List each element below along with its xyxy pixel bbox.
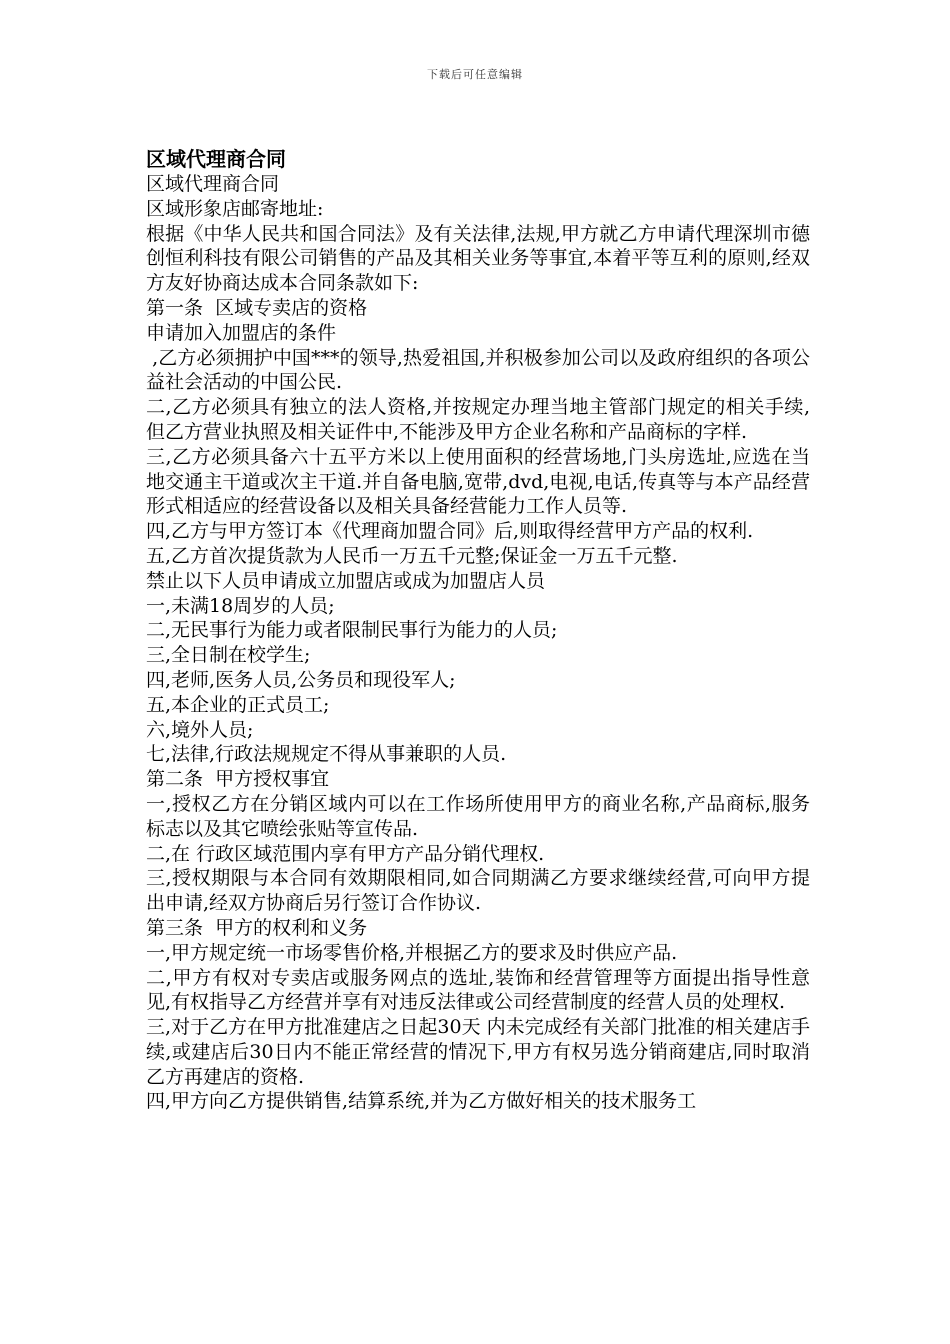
document-title: 区域代理商合同 xyxy=(146,147,286,171)
paragraph: ,乙方必须拥护中国***的领导,热爱祖国,并积极参加公司以及政府组织的各项公益社会活动的中国公民. xyxy=(146,346,810,394)
paragraph: 申请加入加盟店的条件 xyxy=(146,321,337,344)
paragraph: 三,乙方必须具备六十五平方米以上使用面积的经营场地,门头房选址,应选在当地交通主干道或次主干道.并自备电脑,宽带,dvd,电视,电话,传真等与本产品经营形式相适应的经营设备以及相关具备经营能力工作人员等. xyxy=(146,445,810,518)
paragraph: 二,在 行政区域范围内享有甲方产品分销代理权. xyxy=(146,842,545,865)
paragraph: 一,甲方规定统一市场零售价格,并根据乙方的要求及时供应产品. xyxy=(146,941,678,964)
paragraph: 二,乙方必须具有独立的法人资格,并按规定办理当地主管部门规定的相关手续,但乙方营业执照及相关证件中,不能涉及甲方企业名称和产品商标的字样. xyxy=(146,396,810,443)
list-item: 七,法律,行政法规规定不得从事兼职的人员. xyxy=(146,743,507,766)
paragraph: 四,甲方向乙方提供销售,结算系统,并为乙方做好相关的技术服务工 xyxy=(146,1090,697,1113)
page-header-note: 下载后可任意编辑 xyxy=(427,68,523,81)
paragraph: 五,乙方首次提货款为人民币一万五千元整;保证金一万五千元整. xyxy=(146,544,678,567)
paragraph: 一,授权乙方在分销区域内可以在工作场所使用甲方的商业名称,产品商标,服务标志以及其它喷绘张贴等宣传品. xyxy=(146,792,810,840)
paragraph: 三,对于乙方在甲方批准建店之日起30天 内未完成经有关部门批准的相关建店手续,或建店后30日内不能正常经营的情况下,甲方有权另选分销商建店,同时取消乙方再建店的资格. xyxy=(146,1016,810,1088)
list-item: 二,无民事行为能力或者限制民事行为能力的人员; xyxy=(146,619,558,642)
paragraph: 禁止以下人员申请成立加盟店或成为加盟店人员 xyxy=(146,569,546,592)
section-heading: 第一条 区域专卖店的资格 xyxy=(146,296,368,319)
list-item: 三,全日制在校学生; xyxy=(146,644,311,667)
list-item: 六,境外人员; xyxy=(146,718,254,741)
paragraph: 根据《中华人民共和国合同法》及有关法律,法规,甲方就乙方申请代理深圳市德创恒利科技有限公司销售的产品及其相关业务等事宜,本着平等互利的原则,经双方友好协商达成本合同条款如下: xyxy=(146,222,810,295)
section-heading: 第三条 甲方的权利和义务 xyxy=(146,916,368,939)
paragraph: 二,甲方有权对专卖店或服务网点的选址,装饰和经营管理等方面提出指导性意见,有权指导乙方经营并享有对违反法律或公司经营制度的经营人员的处理权. xyxy=(146,966,810,1014)
paragraph: 区域形象店邮寄地址: xyxy=(146,197,324,220)
list-item: 四,老师,医务人员,公务员和现役军人; xyxy=(146,668,456,691)
paragraph: 区域代理商合同 xyxy=(146,173,280,195)
paragraph: 四,乙方与甲方签订本《代理商加盟合同》后,则取得经营甲方产品的权利. xyxy=(146,520,754,543)
list-item: 一,未满18周岁的人员; xyxy=(146,594,335,617)
paragraph: 三,授权期限与本合同有效期限相同,如合同期满乙方要求继续经营,可向甲方提出申请,经双方协商后另行签订合作协议. xyxy=(146,867,810,915)
document-body xyxy=(146,146,810,1114)
list-item: 五,本企业的正式员工; xyxy=(146,693,330,716)
section-heading: 第二条 甲方授权事宜 xyxy=(146,768,330,791)
